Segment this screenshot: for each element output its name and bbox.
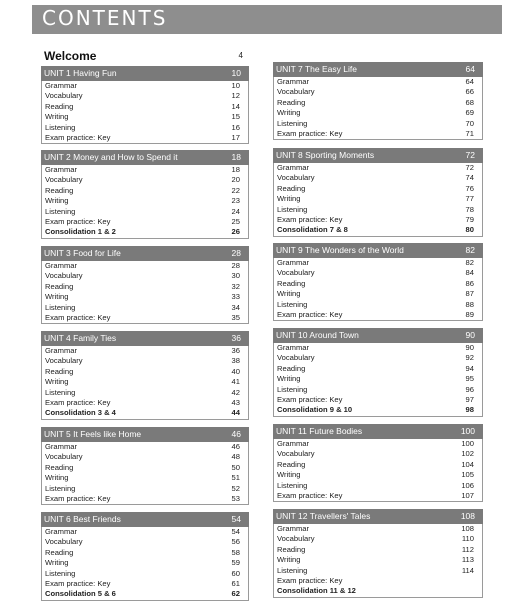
entry-label: Exam practice: Key — [277, 490, 343, 500]
unit-page-number: 72 — [465, 150, 475, 160]
contents-entry — [42, 175, 248, 185]
entry-page-number: 78 — [465, 204, 474, 214]
entry-page-number: 28 — [231, 261, 240, 270]
contents-entry — [274, 87, 482, 97]
contents-entry — [274, 385, 482, 395]
unit-section — [273, 62, 483, 140]
consolidation-entry — [274, 225, 482, 235]
contents-entry — [42, 484, 248, 494]
entry-page-number: 50 — [231, 462, 240, 472]
entry-label: Grammar — [277, 77, 310, 86]
entry-page-number: 71 — [465, 128, 474, 138]
unit-items — [273, 524, 483, 598]
unit-title: UNIT 10 Around Town — [276, 330, 359, 340]
entry-page-number: 92 — [465, 353, 474, 363]
entry-label: Consolidation 9 & 10 — [277, 405, 353, 415]
welcome-page: 4 — [238, 51, 243, 60]
entry-page-number: 44 — [231, 408, 240, 418]
contents-entry — [42, 398, 248, 408]
entry-label: Grammar — [45, 165, 78, 174]
contents-entry — [42, 271, 248, 281]
entry-label: Reading — [277, 544, 306, 554]
entry-label: Listening — [277, 118, 308, 128]
unit-header — [273, 509, 483, 524]
unit-page-number: 82 — [465, 245, 475, 255]
contents-entry — [274, 545, 482, 555]
contents-entry — [42, 346, 248, 356]
entry-page-number: 98 — [465, 405, 474, 415]
entry-page-number: 17 — [231, 132, 240, 142]
contents-entry — [42, 303, 248, 313]
contents-entry — [42, 196, 248, 206]
contents-entry — [274, 215, 482, 225]
entry-page-number: 108 — [461, 524, 474, 533]
entry-page-number: 46 — [231, 442, 240, 451]
contents-entry — [274, 268, 482, 278]
entry-page-number: 61 — [231, 578, 240, 588]
welcome-entry — [41, 49, 249, 63]
entry-label: Writing — [45, 473, 69, 483]
contents-banner — [32, 5, 502, 34]
unit-section — [273, 509, 483, 598]
entry-label: Exam practice: Key — [45, 578, 111, 588]
contents-entry — [274, 205, 482, 215]
entry-label: Writing — [277, 289, 301, 299]
unit-title: UNIT 5 It Feels like Home — [44, 429, 142, 439]
contents-entry — [42, 473, 248, 483]
unit-header — [41, 427, 249, 442]
contents-entry — [42, 558, 248, 568]
entry-label: Grammar — [45, 261, 78, 270]
unit-title: UNIT 3 Food for Life — [44, 248, 121, 258]
entry-page-number: 16 — [231, 122, 240, 132]
entry-label: Writing — [45, 558, 69, 568]
entry-label: Writing — [277, 374, 301, 384]
contents-entry — [274, 566, 482, 576]
unit-section — [41, 512, 249, 601]
unit-header — [41, 246, 249, 261]
unit-page-number: 64 — [465, 64, 475, 74]
consolidation-entry — [42, 227, 248, 237]
entry-page-number: 62 — [231, 589, 240, 599]
entry-page-number: 41 — [231, 377, 240, 387]
contents-entry — [42, 165, 248, 175]
contents-entry — [274, 77, 482, 87]
entry-page-number: 105 — [461, 470, 474, 480]
unit-section — [41, 427, 249, 505]
contents-entry — [274, 364, 482, 374]
entry-page-number: 82 — [465, 258, 474, 267]
contents-entry — [42, 537, 248, 547]
contents-entry — [42, 367, 248, 377]
entry-label: Grammar — [45, 442, 78, 451]
entry-page-number: 104 — [461, 459, 474, 469]
entry-page-number: 25 — [231, 216, 240, 226]
entry-label: Vocabulary — [277, 449, 315, 459]
entry-page-number: 36 — [231, 346, 240, 355]
entry-label: Reading — [45, 101, 74, 111]
contents-entry — [274, 449, 482, 459]
entry-label: Listening — [45, 302, 76, 312]
contents-entry — [42, 313, 248, 323]
unit-title: UNIT 8 Sporting Moments — [276, 150, 375, 160]
entry-label: Listening — [277, 299, 308, 309]
entry-page-number: 20 — [231, 175, 240, 185]
entry-page-number: 88 — [465, 299, 474, 309]
contents-entry — [42, 207, 248, 217]
entry-page-number: 52 — [231, 483, 240, 493]
unit-header — [41, 66, 249, 81]
unit-header — [273, 62, 483, 77]
entry-label: Exam practice: Key — [277, 128, 343, 138]
unit-title: UNIT 6 Best Friends — [44, 514, 121, 524]
contents-entry — [42, 356, 248, 366]
contents-entry — [42, 91, 248, 101]
entry-page-number: 87 — [465, 289, 474, 299]
entry-page-number: 113 — [461, 555, 474, 565]
entry-label: Reading — [277, 183, 306, 193]
contents-entry — [42, 527, 248, 537]
entry-label: Exam practice: Key — [277, 394, 343, 404]
entry-label: Writing — [45, 196, 69, 206]
entry-label: Writing — [277, 194, 301, 204]
unit-header — [41, 150, 249, 165]
entry-label: Writing — [277, 108, 301, 118]
entry-page-number: 89 — [465, 309, 474, 319]
entry-page-number: 18 — [231, 165, 240, 174]
page-title: CONTENTS — [42, 6, 168, 30]
unit-items — [41, 81, 249, 144]
entry-label: Writing — [277, 555, 301, 565]
contents-entry — [274, 108, 482, 118]
contents-entry — [42, 579, 248, 589]
entry-page-number: 70 — [465, 118, 474, 128]
contents-entry — [274, 524, 482, 534]
entry-label: Vocabulary — [45, 537, 83, 547]
entry-page-number: 30 — [231, 271, 240, 281]
unit-header — [41, 512, 249, 527]
entry-label: Exam practice: Key — [45, 397, 111, 407]
entry-label: Exam practice: Key — [277, 214, 343, 224]
entry-page-number: 114 — [461, 565, 474, 575]
unit-page-number: 46 — [231, 429, 241, 439]
contents-entry — [42, 186, 248, 196]
entry-page-number: 95 — [465, 374, 474, 384]
entry-label: Consolidation 3 & 4 — [45, 408, 116, 418]
entry-label: Exam practice: Key — [277, 309, 343, 319]
entry-page-number: 40 — [231, 366, 240, 376]
entry-label: Listening — [45, 206, 76, 216]
consolidation-entry — [42, 408, 248, 418]
entry-label: Reading — [45, 281, 74, 291]
entry-page-number: 74 — [465, 173, 474, 183]
consolidation-entry — [42, 589, 248, 599]
entry-page-number: 64 — [465, 77, 474, 86]
contents-entry — [42, 442, 248, 452]
entry-page-number: 33 — [231, 292, 240, 302]
contents-entry — [42, 463, 248, 473]
entry-page-number: 112 — [461, 544, 474, 554]
unit-items — [273, 77, 483, 140]
contents-entry — [274, 194, 482, 204]
unit-items — [273, 258, 483, 321]
entry-page-number: 94 — [465, 363, 474, 373]
contents-entry — [274, 173, 482, 183]
unit-section — [273, 328, 483, 417]
contents-entry — [274, 481, 482, 491]
contents-entry — [274, 98, 482, 108]
entry-page-number: 48 — [231, 452, 240, 462]
unit-section — [41, 150, 249, 239]
entry-page-number: 22 — [231, 185, 240, 195]
entry-label: Consolidation 11 & 12 — [277, 586, 356, 596]
entry-label: Listening — [45, 483, 76, 493]
welcome-label: Welcome — [44, 49, 97, 63]
contents-entry — [274, 289, 482, 299]
entry-page-number: 84 — [465, 268, 474, 278]
entry-label: Reading — [45, 366, 74, 376]
unit-items — [41, 165, 249, 239]
entry-label: Exam practice: Key — [45, 493, 111, 503]
entry-label: Listening — [45, 122, 76, 132]
entry-label: Exam practice: Key — [45, 132, 111, 142]
entry-page-number: 106 — [461, 480, 474, 490]
contents-entry — [274, 119, 482, 129]
unit-title: UNIT 1 Having Fun — [44, 68, 117, 78]
entry-page-number: 53 — [231, 493, 240, 503]
contents-entry — [274, 343, 482, 353]
entry-label: Grammar — [45, 527, 78, 536]
contents-entry — [42, 217, 248, 227]
entry-label: Grammar — [277, 343, 310, 352]
entry-label: Grammar — [277, 163, 310, 172]
entry-page-number: 80 — [465, 225, 474, 235]
entry-label: Grammar — [45, 81, 78, 90]
contents-entry — [42, 452, 248, 462]
contents-entry — [42, 377, 248, 387]
entry-page-number: 102 — [461, 449, 474, 459]
entry-label: Vocabulary — [277, 534, 315, 544]
unit-items — [273, 163, 483, 237]
unit-header — [273, 328, 483, 343]
contents-entry — [274, 374, 482, 384]
entry-label: Listening — [45, 568, 76, 578]
unit-title: UNIT 12 Travellers' Tales — [276, 511, 371, 521]
entry-label: Writing — [45, 292, 69, 302]
contents-entry — [42, 494, 248, 504]
entry-page-number: 14 — [231, 101, 240, 111]
entry-page-number: 35 — [231, 312, 240, 322]
entry-label: Exam practice: Key — [45, 312, 111, 322]
entry-page-number: 90 — [465, 343, 474, 352]
contents-entry — [42, 112, 248, 122]
entry-label: Writing — [45, 377, 69, 387]
entry-page-number: 56 — [231, 537, 240, 547]
entry-page-number: 58 — [231, 547, 240, 557]
contents-entry — [42, 388, 248, 398]
entry-page-number: 68 — [465, 97, 474, 107]
contents-entry — [42, 282, 248, 292]
entry-label: Consolidation 5 & 6 — [45, 589, 116, 599]
unit-items — [41, 442, 249, 505]
unit-page-number: 54 — [231, 514, 241, 524]
entry-page-number: 66 — [465, 87, 474, 97]
contents-entry — [274, 576, 482, 586]
unit-page-number: 28 — [231, 248, 241, 258]
contents-entry — [274, 258, 482, 268]
entry-label: Vocabulary — [45, 91, 83, 101]
unit-page-number: 108 — [460, 511, 475, 521]
unit-page-number: 18 — [231, 152, 241, 162]
contents-entry — [274, 534, 482, 544]
unit-section — [273, 243, 483, 321]
entry-label: Vocabulary — [277, 173, 315, 183]
unit-items — [41, 261, 249, 324]
contents-entry — [274, 310, 482, 320]
unit-title: UNIT 9 The Wonders of the World — [276, 245, 404, 255]
entry-label: Listening — [277, 204, 308, 214]
contents-entry — [274, 439, 482, 449]
entry-label: Reading — [45, 185, 74, 195]
unit-page-number: 90 — [465, 330, 475, 340]
entry-page-number: 43 — [231, 397, 240, 407]
contents-entry — [274, 279, 482, 289]
entry-page-number: 69 — [465, 108, 474, 118]
entry-label: Listening — [277, 480, 308, 490]
entry-label: Exam practice: Key — [277, 575, 343, 585]
entry-page-number: 38 — [231, 356, 240, 366]
entry-label: Vocabulary — [45, 452, 83, 462]
entry-label: Listening — [45, 387, 76, 397]
entry-page-number: 59 — [231, 558, 240, 568]
entry-label: Reading — [277, 363, 306, 373]
entry-label: Vocabulary — [277, 87, 315, 97]
unit-page-number: 100 — [460, 426, 475, 436]
entry-label: Writing — [277, 470, 301, 480]
entry-label: Consolidation 7 & 8 — [277, 225, 348, 235]
contents-entry — [274, 129, 482, 139]
unit-header — [41, 331, 249, 346]
entry-label: Listening — [277, 384, 308, 394]
entry-page-number: 86 — [465, 278, 474, 288]
entry-page-number: 24 — [231, 206, 240, 216]
entry-page-number: 110 — [461, 534, 474, 544]
entry-page-number: 12 — [231, 91, 240, 101]
entry-page-number: 42 — [231, 387, 240, 397]
contents-entry — [42, 102, 248, 112]
entry-label: Reading — [45, 547, 74, 557]
entry-page-number: 72 — [465, 163, 474, 172]
contents-entry — [274, 555, 482, 565]
contents-entry — [274, 353, 482, 363]
contents-entry — [42, 261, 248, 271]
unit-page-number: 36 — [231, 333, 241, 343]
consolidation-entry — [274, 586, 482, 596]
entry-page-number: 79 — [465, 214, 474, 224]
contents-entry — [274, 184, 482, 194]
unit-header — [273, 424, 483, 439]
entry-label: Reading — [277, 97, 306, 107]
entry-page-number: 96 — [465, 384, 474, 394]
entry-label: Consolidation 1 & 2 — [45, 227, 116, 237]
entry-page-number: 23 — [231, 196, 240, 206]
unit-section — [41, 331, 249, 420]
entry-page-number: 76 — [465, 183, 474, 193]
contents-entry — [274, 460, 482, 470]
entry-label: Reading — [277, 278, 306, 288]
unit-title: UNIT 7 The Easy Life — [276, 64, 357, 74]
unit-items — [273, 343, 483, 417]
entry-label: Grammar — [277, 524, 310, 533]
entry-label: Writing — [45, 112, 69, 122]
contents-entry — [42, 292, 248, 302]
entry-page-number: 51 — [231, 473, 240, 483]
entry-page-number: 100 — [461, 439, 474, 448]
entry-label: Vocabulary — [277, 268, 315, 278]
unit-header — [273, 243, 483, 258]
entry-page-number: 15 — [231, 112, 240, 122]
contents-entry — [42, 133, 248, 143]
entry-label: Grammar — [277, 439, 310, 448]
entry-label: Exam practice: Key — [45, 216, 111, 226]
entry-label: Vocabulary — [45, 271, 83, 281]
contents-entry — [274, 491, 482, 501]
unit-header — [273, 148, 483, 163]
consolidation-entry — [274, 405, 482, 415]
entry-label: Vocabulary — [45, 175, 83, 185]
entry-page-number: 54 — [231, 527, 240, 536]
unit-items — [41, 346, 249, 420]
entry-page-number: 77 — [465, 194, 474, 204]
contents-entry — [42, 123, 248, 133]
contents-entry — [274, 163, 482, 173]
contents-entry — [42, 81, 248, 91]
contents-entry — [42, 569, 248, 579]
contents-entry — [274, 395, 482, 405]
entry-page-number: 97 — [465, 394, 474, 404]
entry-label: Reading — [277, 459, 306, 469]
contents-entry — [274, 300, 482, 310]
entry-page-number: 34 — [231, 302, 240, 312]
entry-page-number: 107 — [461, 490, 474, 500]
entry-label: Vocabulary — [277, 353, 315, 363]
entry-label: Reading — [45, 462, 74, 472]
unit-title: UNIT 2 Money and How to Spend it — [44, 152, 178, 162]
entry-label: Grammar — [277, 258, 310, 267]
entry-page-number: 32 — [231, 281, 240, 291]
unit-section — [273, 148, 483, 237]
entry-label: Listening — [277, 565, 308, 575]
entry-page-number: 10 — [231, 81, 240, 90]
unit-items — [41, 527, 249, 601]
entry-page-number: 26 — [231, 227, 240, 237]
contents-entry — [274, 470, 482, 480]
entry-label: Vocabulary — [45, 356, 83, 366]
contents-entry — [42, 548, 248, 558]
unit-section — [41, 246, 249, 324]
entry-label: Grammar — [45, 346, 78, 355]
unit-section — [41, 66, 249, 144]
entry-page-number: 60 — [231, 568, 240, 578]
unit-title: UNIT 4 Family Ties — [44, 333, 117, 343]
unit-page-number: 10 — [231, 68, 241, 78]
unit-items — [273, 439, 483, 502]
unit-section — [273, 424, 483, 502]
unit-title: UNIT 11 Future Bodies — [276, 426, 363, 436]
